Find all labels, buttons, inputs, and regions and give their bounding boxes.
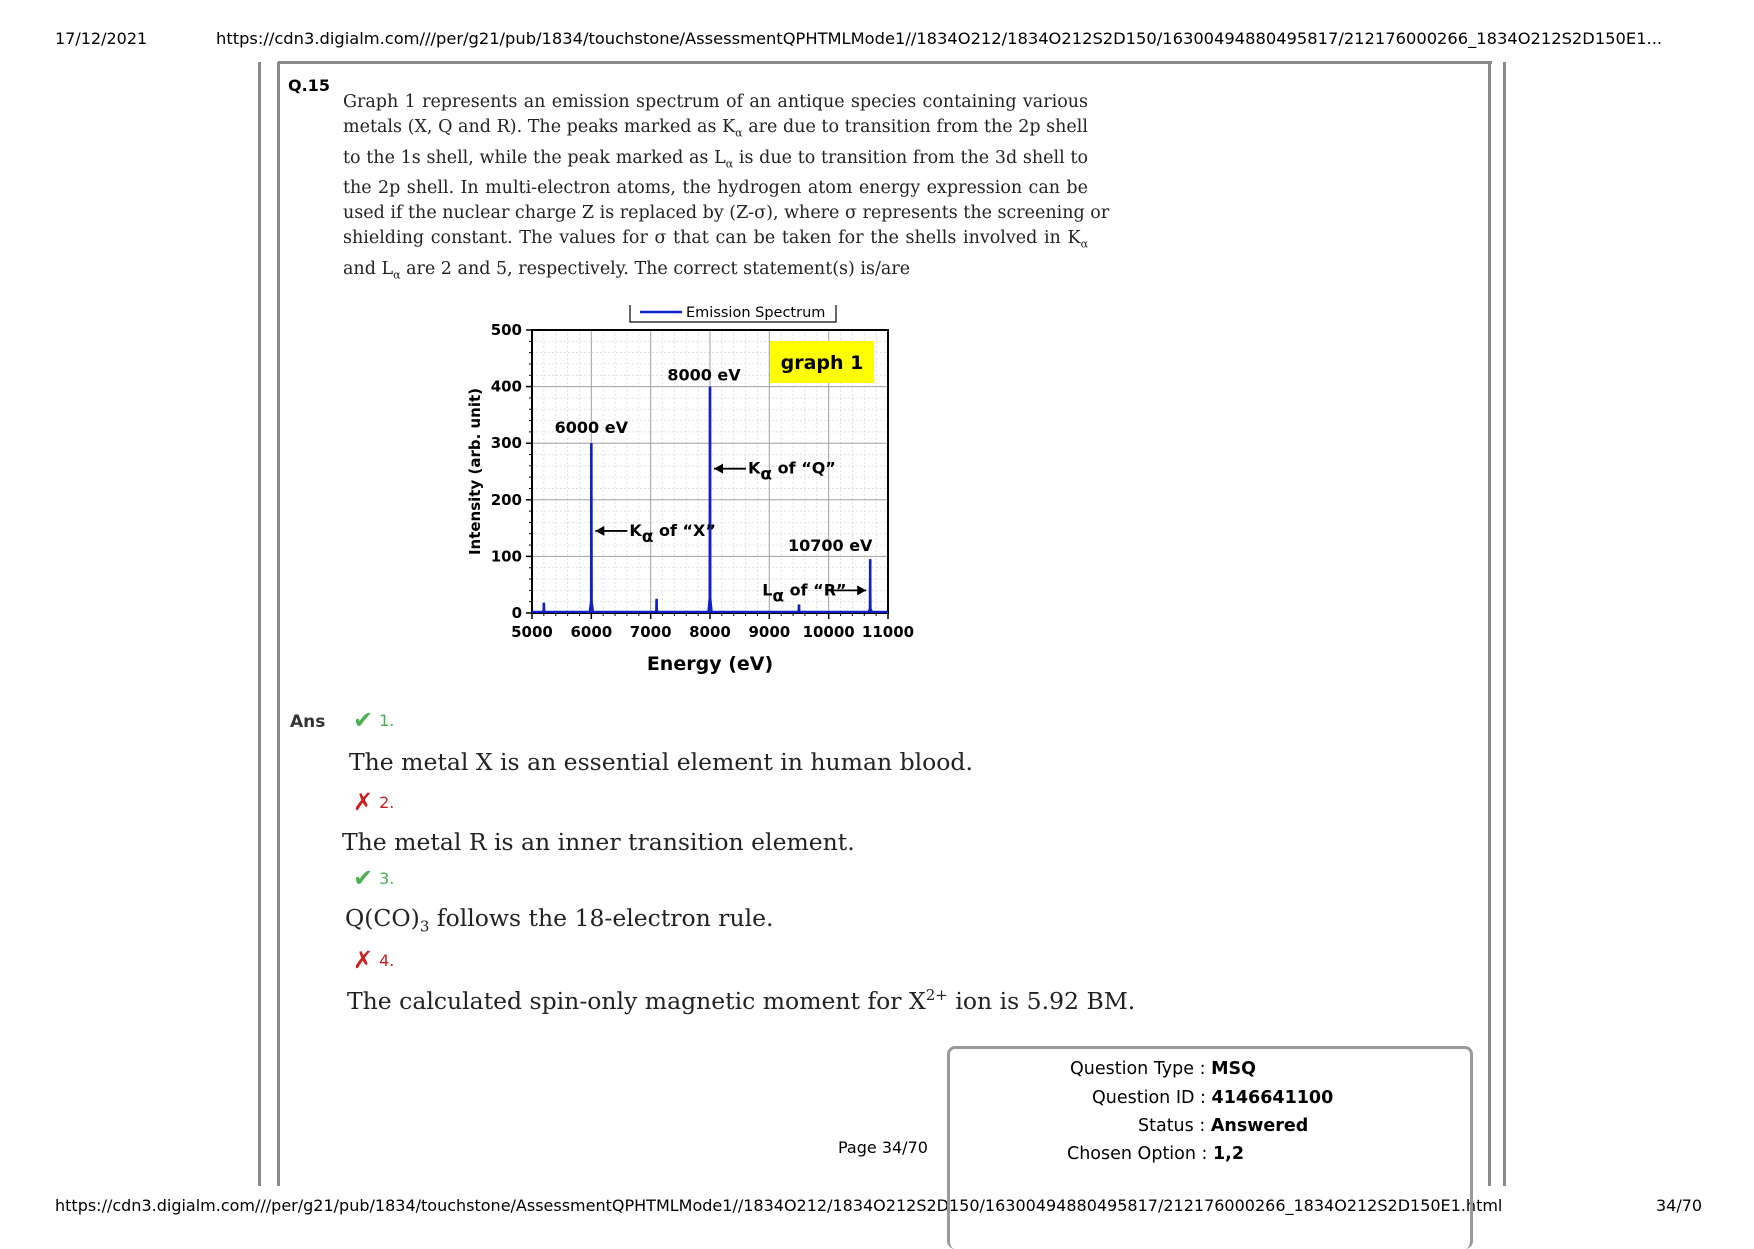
check-icon: ✔ xyxy=(353,864,374,892)
option-3-number: 3. xyxy=(379,868,395,888)
y-tick-label: 200 xyxy=(490,490,522,509)
arrow-k-q-head xyxy=(714,464,723,474)
footer-page: 34/70 xyxy=(1656,1196,1703,1215)
option-4-text-main: The calculated spin-only magnetic moment for X xyxy=(347,986,926,1015)
option-1-number: 1. xyxy=(379,710,395,730)
option-4-superscript: 2+ xyxy=(925,986,948,1004)
info-chosen-option-label: Chosen Option : xyxy=(1067,1144,1208,1164)
arrow-k-x-head xyxy=(595,526,604,536)
x-tick-label: 11000 xyxy=(861,623,915,641)
info-question-type xyxy=(1070,1059,1256,1079)
info-question-type-label: Question Type : xyxy=(1070,1059,1206,1079)
question-subscript: α xyxy=(725,157,734,170)
frame-left-outer xyxy=(258,62,261,1186)
question-fragment: are due to transition from the 2p shell xyxy=(742,117,1088,137)
y-tick-label: 400 xyxy=(490,377,522,396)
check-icon: ✔ xyxy=(353,706,374,734)
option-4-text-rest: ion is 5.92 BM. xyxy=(947,986,1136,1015)
info-status-label: Status : xyxy=(1138,1116,1206,1136)
y-tick-label: 500 xyxy=(490,321,522,339)
question-line xyxy=(343,115,1088,146)
question-subscript: α xyxy=(1080,237,1088,251)
y-tick-label: 100 xyxy=(490,547,522,566)
option-4-text xyxy=(347,986,1135,1015)
question-fragment: and L xyxy=(343,258,394,279)
question-fragment: the 2p shell. In multi-electron atoms, the hydrogen atom energy expression can be xyxy=(343,178,1088,198)
option-1-text: The metal X is an essential element in human blood. xyxy=(349,748,973,776)
x-tick-label: 7000 xyxy=(629,623,672,641)
arrow-l-r-head xyxy=(857,585,866,595)
option-3-text-rest: follows the 18-electron rule. xyxy=(429,904,774,932)
x-tick-label: 8000 xyxy=(689,623,731,641)
option-3-text xyxy=(345,904,774,936)
emission-spectrum-chart xyxy=(460,305,940,695)
annotation-k-x: Kα of “X” xyxy=(629,520,716,547)
info-chosen-option xyxy=(1067,1144,1244,1164)
x-axis-label: Energy (eV) xyxy=(646,653,774,675)
option-3-text-main: Q(CO) xyxy=(345,904,420,932)
print-url: https://cdn3.digialm.com///per/g21/pub/1834/touchstone/AssessmentQPHTMLMode1//1834O212/1834O212S2D150/16300494880495817/212176000266_1834O212S2D150E1... xyxy=(216,29,1663,48)
option-3-mark xyxy=(353,866,394,890)
cross-icon: ✗ xyxy=(353,946,374,974)
option-3-subscript: 3 xyxy=(419,917,430,936)
question-fragment: is due to transition from the 3d shell to xyxy=(733,147,1089,168)
question-fragment: Graph 1 represents an emission spectrum of an antique species containing various xyxy=(343,92,1088,112)
frame-right-inner xyxy=(1488,62,1491,1186)
x-tick-label: 10000 xyxy=(802,623,855,641)
info-question-type-value: MSQ xyxy=(1211,1059,1256,1079)
y-axis-label: Intensity (arb. unit) xyxy=(466,387,484,556)
info-status-value: Answered xyxy=(1210,1116,1309,1136)
question-subscript: α xyxy=(393,268,401,281)
option-2-number: 2. xyxy=(379,792,395,812)
question-fragment: metals (X, Q and R). The peaks marked as K xyxy=(343,117,736,137)
option-1-mark xyxy=(353,708,394,732)
y-tick-label: 0 xyxy=(511,604,522,622)
graph-badge-label: graph 1 xyxy=(780,352,864,374)
question-line xyxy=(343,146,1088,177)
info-status xyxy=(1138,1116,1308,1136)
question-subscript: α xyxy=(735,126,743,140)
question-line xyxy=(343,176,1088,201)
question-text xyxy=(343,90,1110,287)
question-number: Q.15 xyxy=(288,76,330,95)
question-fragment: shielding constant. The values for σ that can be taken for the shells involved in K xyxy=(343,228,1081,248)
x-tick-label: 9000 xyxy=(748,623,791,641)
question-fragment: are 2 and 5, respectively. The correct statement(s) is/are xyxy=(400,258,911,279)
info-question-id-value: 4146641100 xyxy=(1211,1088,1334,1108)
print-date: 17/12/2021 xyxy=(55,29,148,48)
x-tick-label: 6000 xyxy=(570,623,613,641)
info-question-id-label: Question ID : xyxy=(1092,1088,1206,1108)
question-line xyxy=(343,90,1088,115)
option-2-text: The metal R is an inner transition element. xyxy=(342,828,855,856)
question-line xyxy=(343,257,1088,288)
frame-right-outer xyxy=(1503,62,1506,1186)
option-4-mark xyxy=(353,948,394,972)
option-2-mark xyxy=(353,790,394,814)
peak-label-8000: 8000 eV xyxy=(667,365,741,385)
y-tick-label: 300 xyxy=(490,434,522,453)
answer-label: Ans xyxy=(290,712,326,732)
frame-left-inner xyxy=(277,62,280,1186)
info-chosen-option-value: 1,2 xyxy=(1213,1144,1245,1164)
info-question-id xyxy=(1092,1088,1333,1108)
legend-label: Emission Spectrum xyxy=(686,305,826,321)
question-line xyxy=(343,226,1088,257)
frame-top xyxy=(278,61,1492,64)
annotation-l-r: Lα of “R” xyxy=(762,580,847,607)
x-tick-label: 5000 xyxy=(511,623,553,641)
cross-icon: ✗ xyxy=(353,788,374,816)
peak-label-6000: 6000 eV xyxy=(554,418,629,438)
annotation-k-q: Kα of “Q” xyxy=(748,458,836,485)
page-indicator: Page 34/70 xyxy=(838,1138,928,1157)
option-4-number: 4. xyxy=(379,950,395,970)
question-line xyxy=(343,201,1110,226)
question-fragment: to the 1s shell, while the peak marked as L xyxy=(343,147,726,168)
peak-label-10700: 10700 eV xyxy=(787,536,873,556)
question-fragment: used if the nuclear charge Z is replaced by (Z-σ), where σ represents the screening or xyxy=(343,203,1110,223)
footer-url: https://cdn3.digialm.com///per/g21/pub/1834/touchstone/AssessmentQPHTMLMode1//1834O212/1834O212S2D150/16300494880495817/212176000266_1834O212S2D150E1.html xyxy=(55,1196,1503,1215)
